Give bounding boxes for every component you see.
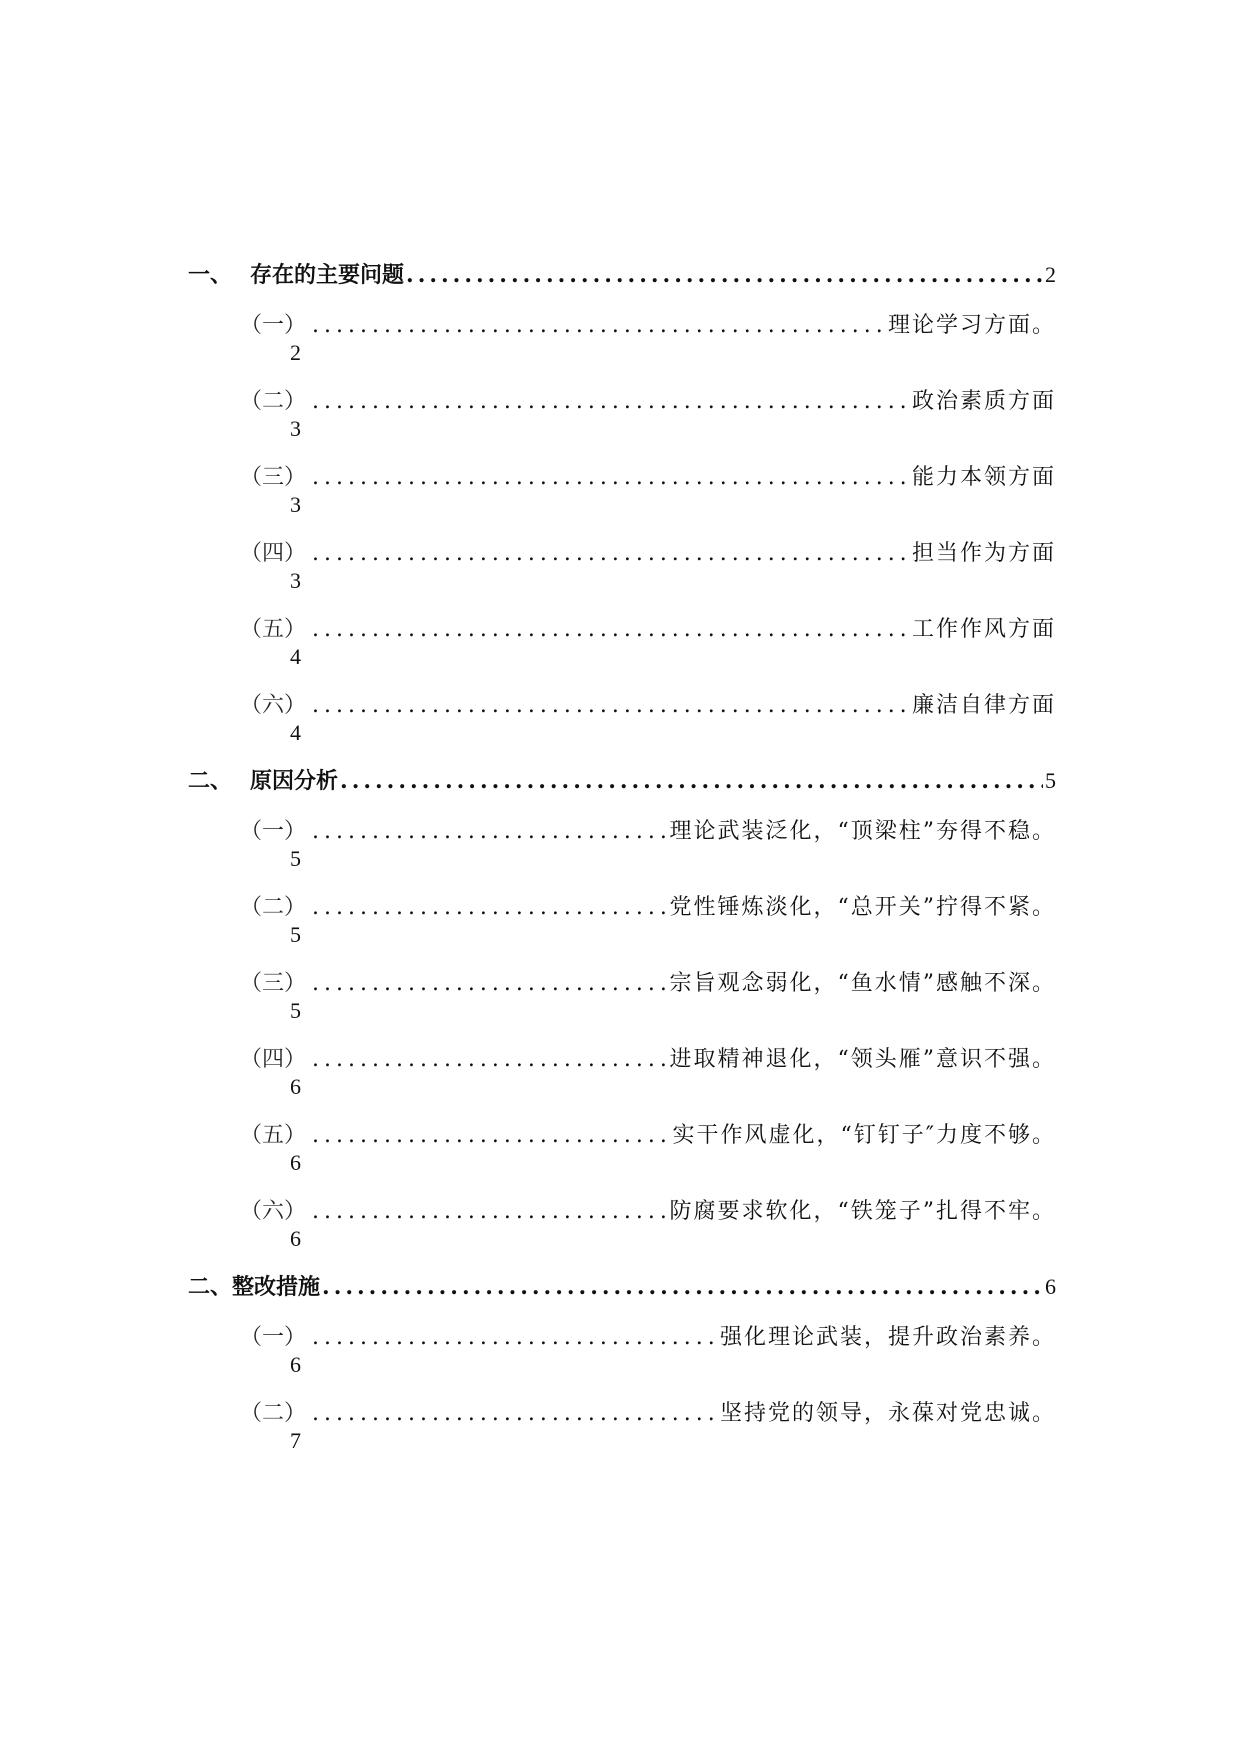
section-page-number: 2 — [1045, 262, 1056, 287]
toc-item-2-4[interactable] — [240, 1042, 1056, 1072]
item-title: 坚持党的领导，永葆对党忠诚。 — [719, 1401, 1056, 1426]
item-number: （四） — [240, 1047, 307, 1072]
dot-leader — [312, 389, 908, 414]
section-title: 整改措施 — [232, 1275, 321, 1300]
dot-leader — [312, 895, 665, 920]
dot-leader — [312, 313, 884, 338]
item-number: （二） — [240, 389, 307, 414]
item-title: 理论武装泛化，“顶梁柱”夯得不稳。 — [669, 819, 1056, 844]
toc-item-1-2[interactable] — [240, 384, 1056, 414]
section-page-number: 6 — [1045, 1274, 1056, 1299]
item-number: （一） — [240, 819, 307, 844]
dot-leader — [312, 465, 908, 490]
item-page-number: 6 — [290, 1226, 301, 1251]
toc-section-3[interactable] — [188, 1270, 1056, 1302]
toc-item-3-2[interactable] — [240, 1396, 1056, 1426]
toc-item-1-3[interactable] — [240, 460, 1056, 490]
toc-item-2-6[interactable] — [240, 1194, 1056, 1224]
section-number: 二、 — [188, 1275, 233, 1300]
dot-leader — [312, 1401, 716, 1426]
item-page-number: 6 — [290, 1074, 301, 1099]
toc-item-3-1[interactable] — [240, 1320, 1056, 1350]
item-page-number: 2 — [290, 340, 301, 365]
dot-leader — [312, 617, 908, 642]
section-title: 原因分析 — [250, 769, 339, 794]
dot-leader — [312, 1199, 665, 1224]
item-title: 实干作风虚化，“钉钉子″力度不够。 — [672, 1123, 1056, 1148]
toc-item-1-5[interactable] — [240, 612, 1056, 642]
dot-leader — [312, 1047, 665, 1072]
item-page-number: 6 — [290, 1150, 301, 1175]
item-page-number: 7 — [290, 1428, 301, 1453]
item-title: 宗旨观念弱化，“鱼水情”感触不深。 — [669, 971, 1056, 996]
item-title: 担当作为方面 — [911, 541, 1056, 566]
item-page-number: 3 — [290, 416, 301, 441]
item-title: 理论学习方面。 — [887, 313, 1056, 338]
item-number: （五） — [240, 1123, 307, 1148]
toc-item-2-2[interactable] — [240, 890, 1056, 920]
dot-leader — [312, 971, 665, 996]
dot-leader — [312, 693, 908, 718]
dot-leader — [312, 1325, 716, 1350]
item-title: 能力本领方面 — [911, 465, 1056, 490]
toc-section-1[interactable] — [188, 258, 1056, 290]
toc-item-1-6[interactable] — [240, 688, 1056, 718]
item-number: （二） — [240, 1401, 307, 1426]
item-number: （三） — [240, 971, 307, 996]
item-number: （五） — [240, 617, 307, 642]
dot-leader — [340, 768, 1043, 794]
item-number: （二） — [240, 895, 307, 920]
item-title: 进取精神退化，“领头雁”意识不强。 — [669, 1047, 1056, 1072]
item-title: 廉洁自律方面 — [911, 693, 1056, 718]
item-title: 强化理论武装，提升政治素养。 — [719, 1325, 1056, 1350]
item-number: （四） — [240, 541, 307, 566]
section-number: 一、 — [188, 263, 233, 288]
item-page-number: 5 — [290, 998, 301, 1023]
item-number: （六） — [240, 693, 307, 718]
item-page-number: 5 — [290, 922, 301, 947]
toc-section-2[interactable] — [188, 764, 1056, 796]
toc-item-1-4[interactable] — [240, 536, 1056, 566]
toc-item-2-5[interactable] — [240, 1118, 1056, 1148]
item-title: 政治素质方面 — [911, 389, 1056, 414]
dot-leader — [322, 1274, 1043, 1300]
dot-leader — [312, 819, 665, 844]
dot-leader — [312, 541, 908, 566]
section-number: 二、 — [188, 769, 233, 794]
section-title: 存在的主要问题 — [250, 263, 405, 288]
item-title: 防腐要求软化，“铁笼子”扎得不牢。 — [669, 1199, 1056, 1224]
item-title: 工作作风方面 — [911, 617, 1056, 642]
dot-leader — [312, 1123, 669, 1148]
item-number: （一） — [240, 313, 307, 338]
item-page-number: 6 — [290, 1352, 301, 1377]
toc-item-2-1[interactable] — [240, 814, 1056, 844]
item-page-number: 3 — [290, 568, 301, 593]
item-title: 党性锤炼淡化，“总开关”拧得不紧。 — [669, 895, 1056, 920]
dot-leader — [406, 262, 1043, 288]
item-page-number: 5 — [290, 846, 301, 871]
item-number: （三） — [240, 465, 307, 490]
item-page-number: 4 — [290, 644, 301, 669]
toc-item-2-3[interactable] — [240, 966, 1056, 996]
toc-item-1-1[interactable] — [240, 308, 1056, 338]
item-number: （六） — [240, 1199, 307, 1224]
item-page-number: 3 — [290, 492, 301, 517]
item-number: （一） — [240, 1325, 307, 1350]
section-page-number: 5 — [1045, 768, 1056, 793]
item-page-number: 4 — [290, 720, 301, 745]
